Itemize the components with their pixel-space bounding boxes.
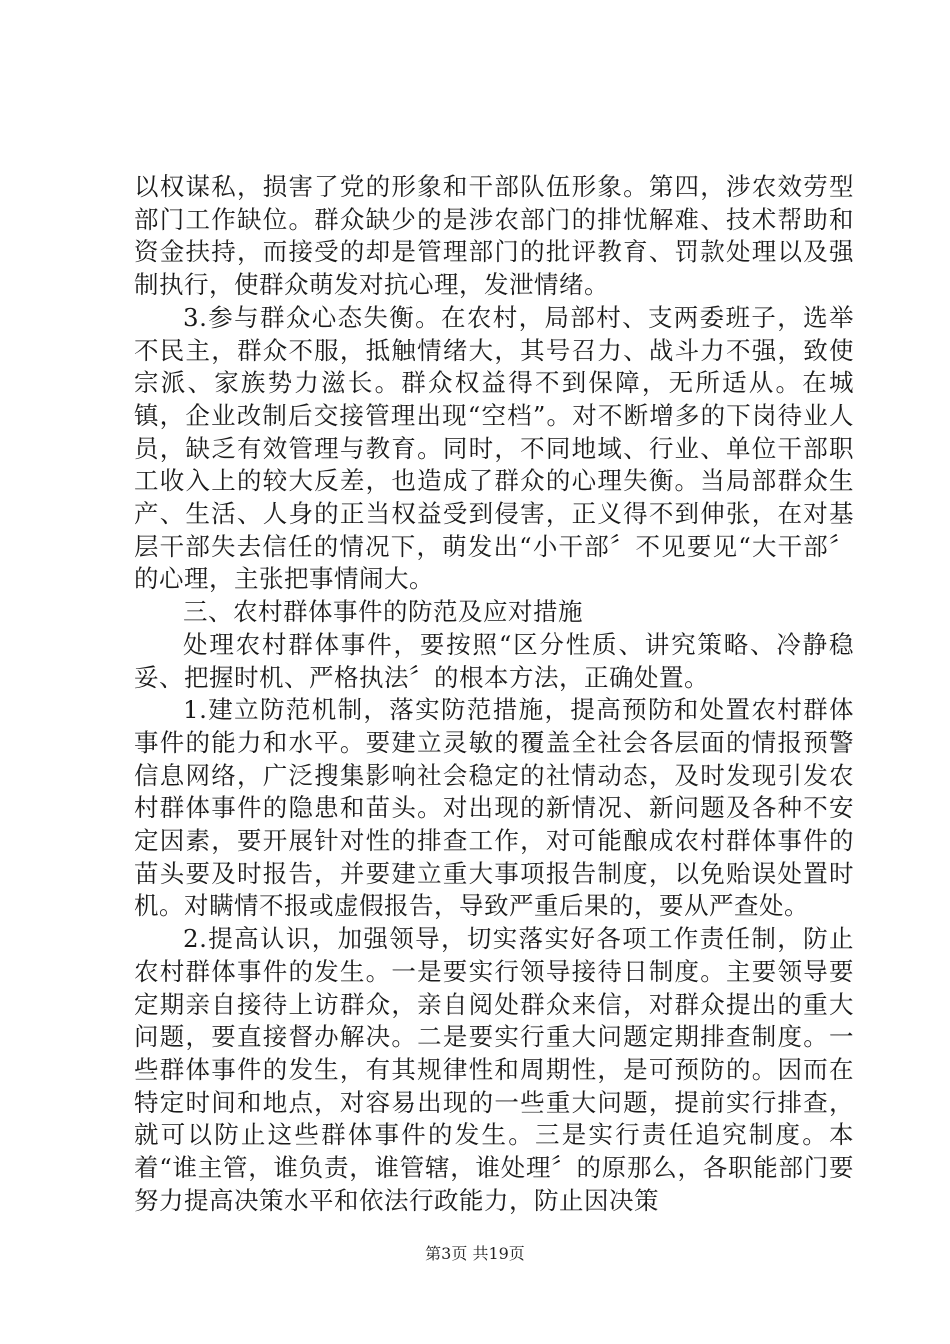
paragraph-continuation: 以权谋私，损害了党的形象和干部队伍形象。第四，涉农效劳型部门工作缺位。群众缺少的是涉农部门的排忧解难、技术帮助和资金扶持，而接受的却是管理部门的批评教育、罚款处理以及强制执行，使群众萌发对抗心理，发泄情绪。 <box>134 172 854 300</box>
section-heading: 三、农村群体事件的防范及应对措施 <box>183 597 583 627</box>
document-body <box>134 171 854 1218</box>
page-number: 第3页 共19页 <box>425 1244 525 1263</box>
paragraph-point-3: 3.参与群众心态失衡。在农村，局部村、支两委班子，选举不民主，群众不服，抵触情绪大，其号召力、战斗力不强，致使宗派、家族势力滋长。群众权益得不到保障，无所适从。在城镇，企业改制后交接管理出现“空档”。对不断增多的下岗待业人员，缺乏有效管理与教育。同时，不同地域、行业、单位干部职工收入上的较大反差，也造成了群众的心理失衡。当局部群众生产、生活、人身的正当权益受到侵害，正义得不到伸张，在对基层干部失去信任的情况下，萌发出“小干部〞不见要见“大干部〞的心理，主张把事情闹大。 <box>134 302 854 594</box>
paragraph-measure-2: 2.提高认识，加强领导，切实落实好各项工作责任制，防止农村群体事件的发生。一是要实行领导接待日制度。主要领导要定期亲自接待上访群众，亲自阅处群众来信，对群众提出的重大问题，要直接督办解决。二是要实行重大问题定期排查制度。一些群体事件的发生，有其规律性和周期性，是可预防的。因而在特定时间和地点，对容易出现的一些重大问题，提前实行排查，就可以防止这些群体事件的发生。三是实行责任追究制度。本着“谁主管，谁负责，谁管辖，谁处理〞的原那么，各职能部门要努力提高决策水平和依法行政能力，防止因决策 <box>134 924 854 1215</box>
paragraph-intro: 处理农村群体事件，要按照“区分性质、讲究策略、冷静稳妥、把握时机、严格执法〞的根本方法，正确处置。 <box>134 629 854 692</box>
paragraph-measure-1: 1.建立防范机制，落实防范措施，提高预防和处置农村群体事件的能力和水平。要建立灵敏的覆盖全社会各层面的情报预警信息网络，广泛搜集影响社会稳定的社情动态，及时发现引发农村群体事件的隐患和苗头。对出现的新情况、新问题及各种不安定因素，要开展针对性的排查工作，对可能酿成农村群体事件的苗头要及时报告，并要建立重大事项报告制度，以免贻误处置时机。对瞒情不报或虚假报告，导致严重后果的，要从严查处。 <box>134 695 854 921</box>
